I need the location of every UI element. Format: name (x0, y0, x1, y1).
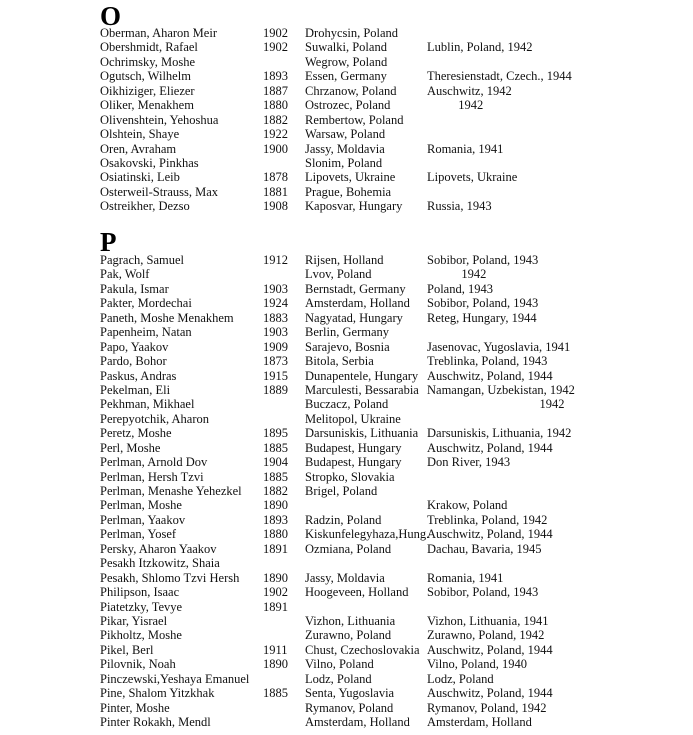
birth-year: 1902 (263, 26, 288, 40)
birth-year: 1878 (263, 170, 288, 185)
death-info: Sobibor, Poland, 1943 (427, 585, 539, 600)
person-name: Perlman, Hersh Tzvi (100, 469, 204, 484)
table-row (0, 55, 693, 69)
table-row (0, 498, 693, 512)
birth-year: 1903 (263, 281, 288, 296)
birthplace: Darsuniskis, Lithuania (305, 426, 419, 441)
death-info: Auschwitz, Poland, 1944 (427, 686, 553, 701)
death-info: Vilno, Poland, 1940 (427, 657, 527, 672)
person-name: Pikel, Berl (100, 642, 154, 657)
death-info: Rymanov, Poland, 1942 (427, 700, 547, 715)
birth-year: 1891 (263, 599, 288, 614)
birthplace: Bitola, Serbia (305, 354, 374, 369)
death-info: Namangan, Uzbekistan, 1942 (427, 382, 575, 397)
person-name: Perlman, Yosef (100, 527, 177, 542)
table-row (0, 614, 693, 628)
birth-year: 1881 (263, 184, 288, 199)
table-row (0, 628, 693, 642)
table-row (0, 98, 693, 112)
birth-year: 1902 (263, 585, 288, 600)
person-name: Pikholtz, Moshe (100, 628, 182, 643)
death-info: Amsterdam, Holland (427, 715, 532, 729)
person-name: Pakter, Mordechai (100, 296, 192, 311)
table-row (0, 296, 693, 310)
birthplace: Budapest, Hungary (305, 455, 402, 470)
death-info: Romania, 1941 (427, 570, 504, 585)
birthplace: Rijsen, Holland (305, 253, 384, 267)
birth-year: 1909 (263, 339, 288, 354)
birth-year: 1882 (263, 484, 288, 498)
birthplace: Zurawno, Poland (305, 628, 392, 643)
birth-year: 1893 (263, 69, 288, 84)
death-info: Romania, 1941 (427, 141, 504, 156)
person-name: Pikar, Yisrael (100, 613, 168, 628)
death-info: 1942 (427, 98, 484, 113)
birth-year: 1890 (263, 657, 288, 672)
person-name: Oberman, Aharon Meir (100, 26, 217, 40)
person-name: Pagrach, Samuel (100, 253, 185, 267)
table-row (0, 185, 693, 199)
table-row (0, 657, 693, 671)
birthplace: Stropko, Slovakia (305, 469, 395, 484)
birth-year: 1889 (263, 382, 288, 397)
table-row (0, 470, 693, 484)
birthplace: Marculesti, Bessarabia (305, 382, 419, 397)
birthplace: Ozmiana, Poland (305, 541, 392, 556)
birth-year: 1885 (263, 686, 288, 701)
birth-year: 1893 (263, 512, 288, 527)
birth-year: 1880 (263, 98, 288, 113)
birthplace: Rembertow, Poland (305, 112, 404, 127)
death-info: Auschwitz, Poland, 1944 (427, 642, 553, 657)
birth-year: 1883 (263, 310, 288, 325)
birthplace: Lvov, Poland (305, 267, 372, 282)
table-row (0, 571, 693, 585)
person-name: Pine, Shalom Yitzkhak (100, 686, 215, 701)
table-row (0, 527, 693, 541)
table-row (0, 311, 693, 325)
birthplace: Vizhon, Lithuania (305, 613, 396, 628)
birthplace: Drohycsin, Poland (305, 26, 399, 40)
person-name: Pakula, Ismar (100, 281, 169, 296)
birth-year: 1885 (263, 440, 288, 455)
birth-year: 1891 (263, 541, 288, 556)
table-row (0, 600, 693, 614)
person-name: Oikhiziger, Eliezer (100, 83, 195, 98)
table-row (0, 715, 693, 729)
table-row (0, 325, 693, 339)
death-info: Darsuniskis, Lithuania, 1942 (427, 426, 572, 441)
section-p-list (0, 253, 693, 729)
birthplace: Kaposvar, Hungary (305, 199, 403, 214)
table-row (0, 513, 693, 527)
person-name: Peretz, Moshe (100, 426, 172, 441)
death-info: Dachau, Bavaria, 1945 (427, 541, 542, 556)
death-info: Auschwitz, 1942 (427, 83, 512, 98)
person-name: Perlman, Moshe (100, 498, 182, 513)
birthplace: Warsaw, Poland (305, 127, 386, 142)
death-info: Krakow, Poland (427, 498, 508, 513)
death-info: Treblinka, Poland, 1943 (427, 354, 548, 369)
table-row (0, 156, 693, 170)
birthplace: Kiskunfelegyhaza,Hung. (305, 527, 430, 542)
birth-year: 1902 (263, 40, 288, 55)
birthplace: Rymanov, Poland (305, 700, 394, 715)
person-name: Pilovnik, Noah (100, 657, 176, 672)
table-row (0, 113, 693, 127)
person-name: Ochrimsky, Moshe (100, 54, 196, 69)
birth-year: 1924 (263, 296, 288, 311)
table-row (0, 282, 693, 296)
birthplace: Lipovets, Ukraine (305, 170, 396, 185)
birth-year: 1880 (263, 527, 288, 542)
person-name: Piatetzky, Tevye (100, 599, 183, 614)
birthplace: Budapest, Hungary (305, 440, 402, 455)
birth-year: 1885 (263, 469, 288, 484)
person-name: Osterweil-Strauss, Max (100, 184, 219, 199)
person-name: Paneth, Moshe Menakhem (100, 310, 234, 325)
birthplace: Sarajevo, Bosnia (305, 339, 390, 354)
person-name: Oliker, Menakhem (100, 98, 194, 113)
person-name: Persky, Aharon Yaakov (100, 541, 217, 556)
death-info: Auschwitz, Poland, 1944 (427, 527, 553, 542)
birthplace: Prague, Bohemia (305, 184, 392, 199)
birth-year: 1908 (263, 199, 288, 214)
section-o-list (0, 26, 693, 214)
birth-year: 1904 (263, 455, 288, 470)
person-name: Paskus, Andras (100, 368, 177, 383)
table-row (0, 643, 693, 657)
birthplace: Senta, Yugoslavia (305, 686, 395, 701)
table-row (0, 84, 693, 98)
birth-year: 1922 (263, 127, 288, 142)
birth-year: 1903 (263, 325, 288, 340)
birthplace: Amsterdam, Holland (305, 715, 410, 729)
person-name: Perlman, Arnold Dov (100, 455, 208, 470)
table-row (0, 40, 693, 54)
birthplace: Dunapentele, Hungary (305, 368, 419, 383)
person-name: Pak, Wolf (100, 267, 150, 282)
person-name: Perlman, Menashe Yehezkel (100, 484, 242, 498)
table-row (0, 26, 693, 40)
birth-year: 1890 (263, 498, 288, 513)
table-row (0, 69, 693, 83)
table-row (0, 383, 693, 397)
birth-year: 1882 (263, 112, 288, 127)
table-row (0, 672, 693, 686)
birthplace: Jassy, Moldavia (305, 141, 385, 156)
birth-year: 1890 (263, 570, 288, 585)
death-info: Treblinka, Poland, 1942 (427, 512, 548, 527)
birth-year: 1911 (263, 642, 288, 657)
birth-year: 1895 (263, 426, 288, 441)
table-row (0, 340, 693, 354)
person-name: Pinter Rokakh, Mendl (100, 715, 211, 729)
person-name: Pinter, Moshe (100, 700, 170, 715)
table-row (0, 542, 693, 556)
person-name: Oren, Avraham (100, 141, 177, 156)
death-info: Russia, 1943 (427, 199, 492, 214)
death-info: Sobibor, Poland, 1943 (427, 296, 539, 311)
birth-year: 1915 (263, 368, 288, 383)
table-row (0, 484, 693, 498)
birthplace: Berlin, Germany (305, 325, 390, 340)
death-info: Auschwitz, Poland, 1944 (427, 440, 553, 455)
person-name: Philipson, Isaac (100, 585, 180, 600)
death-info: Jasenovac, Yugoslavia, 1941 (427, 339, 571, 354)
death-info: Sobibor, Poland, 1943 (427, 253, 539, 267)
birthplace: Amsterdam, Holland (305, 296, 410, 311)
table-row (0, 127, 693, 141)
birth-year: 1900 (263, 141, 288, 156)
birth-year: 1873 (263, 354, 288, 369)
person-name: Papenheim, Natan (100, 325, 192, 340)
table-row (0, 199, 693, 213)
person-name: Pekelman, Eli (100, 382, 171, 397)
table-row (0, 585, 693, 599)
person-name: Pesakh Itzkowitz, Shaia (100, 556, 220, 571)
birthplace: Wegrow, Poland (305, 54, 388, 69)
table-row (0, 267, 693, 281)
death-info: 1942 (427, 397, 565, 412)
person-name: Olshtein, Shaye (100, 127, 180, 142)
table-row (0, 142, 693, 156)
section-heading-p: P (100, 227, 117, 257)
table-row (0, 701, 693, 715)
person-name: Olivenshtein, Yehoshua (100, 112, 219, 127)
death-info: Zurawno, Poland, 1942 (427, 628, 545, 643)
person-name: Papo, Yaakov (100, 339, 169, 354)
table-row (0, 253, 693, 267)
table-row (0, 455, 693, 469)
person-name: Pesakh, Shlomo Tzvi Hersh (100, 570, 240, 585)
death-info: Vizhon, Lithuania, 1941 (427, 613, 549, 628)
death-info: Reteg, Hungary, 1944 (427, 310, 537, 325)
death-info: Don River, 1943 (427, 455, 511, 470)
birthplace: Jassy, Moldavia (305, 570, 385, 585)
person-name: Ogutsch, Wilhelm (100, 69, 191, 84)
table-row (0, 556, 693, 570)
person-name: Pardo, Bohor (100, 354, 167, 369)
death-info: Auschwitz, Poland, 1944 (427, 368, 553, 383)
birth-year: 1912 (263, 253, 288, 267)
person-name: Osiatinski, Leib (100, 170, 180, 185)
death-info: 1942 (427, 267, 487, 282)
birthplace: Melitopol, Ukraine (305, 411, 401, 426)
death-info: Lipovets, Ukraine (427, 170, 518, 185)
birthplace: Bernstadt, Germany (305, 281, 406, 296)
birthplace: Chrzanow, Poland (305, 83, 397, 98)
table-row (0, 426, 693, 440)
birthplace: Buczacz, Poland (305, 397, 389, 412)
person-name: Perepyotchik, Aharon (100, 411, 210, 426)
person-name: Perl, Moshe (100, 440, 161, 455)
birthplace: Slonim, Poland (305, 155, 383, 170)
table-row (0, 686, 693, 700)
person-name: Osakovski, Pinkhas (100, 155, 199, 170)
birth-year: 1887 (263, 83, 288, 98)
person-name: Obershmidt, Rafael (100, 40, 198, 55)
death-info: Theresienstadt, Czech., 1944 (427, 69, 572, 84)
person-name: Ostreikher, Dezso (100, 199, 190, 214)
birthplace: Radzin, Poland (305, 512, 382, 527)
birthplace: Ostrozec, Poland (305, 98, 391, 113)
birthplace: Brigel, Poland (305, 484, 378, 498)
death-info: Lublin, Poland, 1942 (427, 40, 533, 55)
table-row (0, 397, 693, 411)
table-row (0, 441, 693, 455)
birthplace: Essen, Germany (305, 69, 387, 84)
person-name: Pinczewski,Yeshaya Emanuel (100, 671, 250, 686)
person-name: Pekhman, Mikhael (100, 397, 195, 412)
birthplace: Vilno, Poland (305, 657, 374, 672)
birthplace: Hoogeveen, Holland (305, 585, 409, 600)
death-info: Lodz, Poland (427, 671, 494, 686)
table-row (0, 412, 693, 426)
death-info: Poland, 1943 (427, 281, 493, 296)
birthplace: Nagyatad, Hungary (305, 310, 403, 325)
section-heading-o: O (100, 1, 122, 31)
birthplace: Lodz, Poland (305, 671, 372, 686)
table-row (0, 369, 693, 383)
person-name: Perlman, Yaakov (100, 512, 186, 527)
table-row (0, 170, 693, 184)
birthplace: Suwalki, Poland (305, 40, 387, 55)
table-row (0, 354, 693, 368)
birthplace: Chust, Czechoslovakia (305, 642, 420, 657)
